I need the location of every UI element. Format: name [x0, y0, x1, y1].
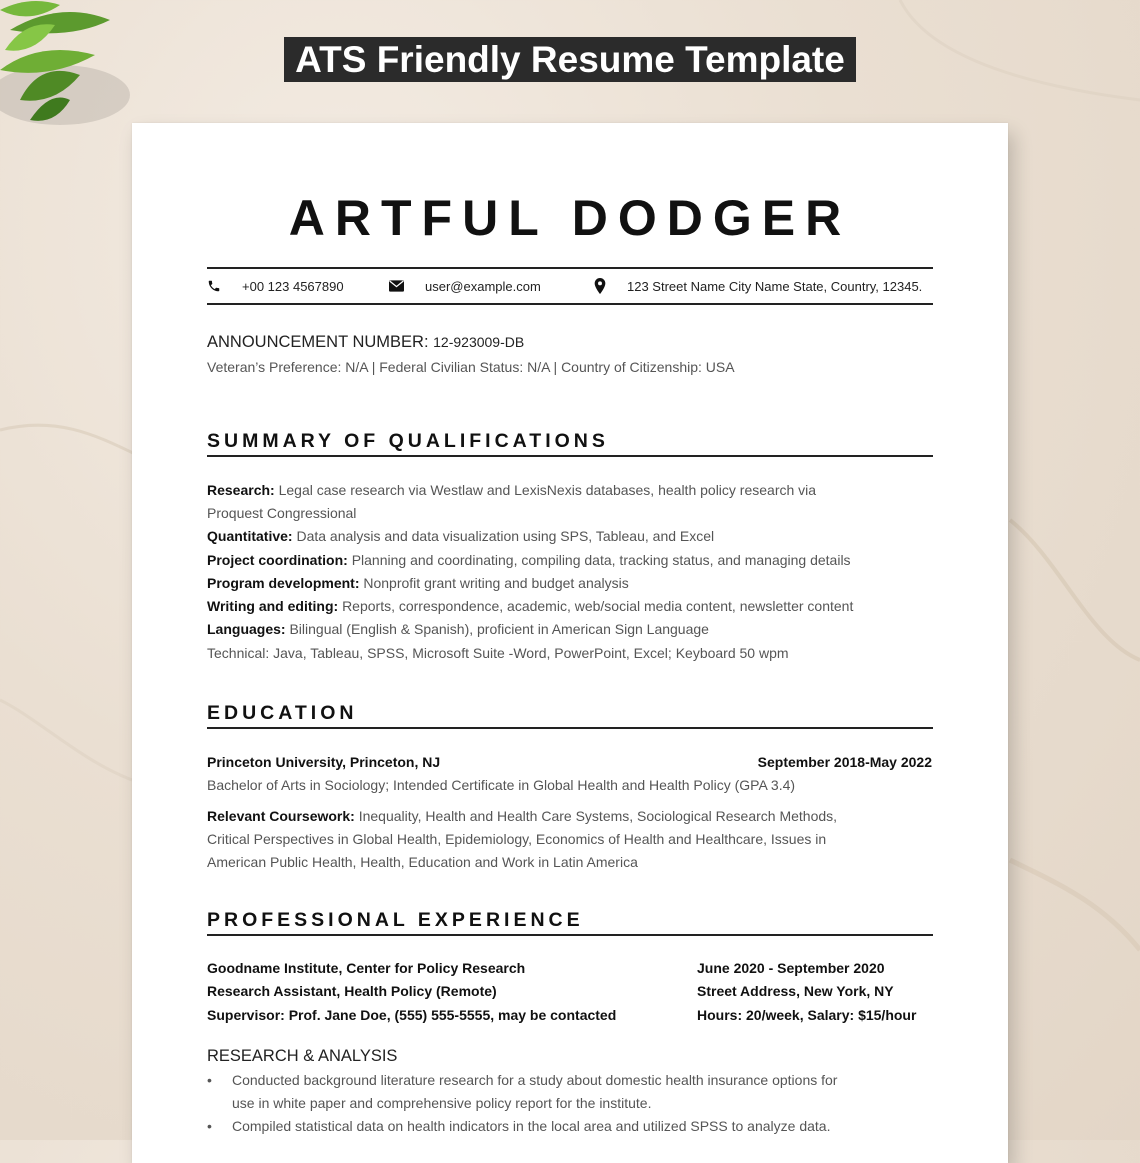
- education-coursework: American Public Health, Health, Education and Work in Latin America: [207, 854, 638, 870]
- education-coursework: Relevant Coursework: Inequality, Health and Health Care Systems, Sociological Research Methods,: [207, 808, 838, 824]
- experience-employer: Goodname Institute, Center for Policy Research: [207, 960, 526, 976]
- education-degree: Bachelor of Arts in Sociology; Intended Certificate in Global Health and Health Policy (GPA 3.4): [207, 777, 796, 793]
- summary-item: Quantitative: Data analysis and data visualization using SPS, Tableau, and Excel: [207, 528, 715, 544]
- summary-item: Technical: Java, Tableau, SPSS, Microsoft Suite -Word, PowerPoint, Excel; Keyboard 50 wpm: [207, 645, 789, 661]
- education-heading: EDUCATION: [207, 702, 933, 729]
- contact-address: 123 Street Name City Name State, Country, 12345.: [627, 278, 923, 294]
- contact-email[interactable]: user@example.com: [425, 278, 541, 294]
- location-pin-icon: [594, 269, 606, 303]
- bullet-item: • Compiled statistical data on health indicators in the local area and utilized SPSS to analyze data.: [207, 1118, 831, 1134]
- experience-dates: June 2020 - September 2020: [697, 960, 885, 976]
- bullet-dot: •: [207, 1118, 212, 1134]
- experience-role: Research Assistant, Health Policy (Remote): [207, 983, 497, 999]
- bullet-item: • Conducted background literature research for a study about domestic health insurance options for: [207, 1072, 838, 1088]
- experience-supervisor: Supervisor: Prof. Jane Doe, (555) 555-5555, may be contacted: [207, 1007, 617, 1023]
- contact-bar: [207, 267, 933, 305]
- summary-heading: SUMMARY OF QUALIFICATIONS: [207, 430, 933, 457]
- experience-subheading: RESEARCH & ANALYSIS: [207, 1047, 398, 1065]
- education-school: Princeton University, Princeton, NJ: [207, 754, 441, 770]
- resume-page: [132, 123, 1008, 1163]
- summary-item: Proquest Congressional: [207, 505, 357, 521]
- bullet-dot: •: [207, 1072, 212, 1088]
- education-dates: September 2018-May 2022: [757, 754, 932, 770]
- summary-item: Project coordination: Planning and coordinating, compiling data, tracking status, and managing details: [207, 552, 851, 568]
- experience-location: Street Address, New York, NY: [697, 983, 894, 999]
- email-icon: [389, 269, 404, 303]
- candidate-name: ARTFUL DODGER: [288, 190, 852, 246]
- announcement-label: ANNOUNCEMENT NUMBER:: [207, 333, 429, 351]
- summary-item: Languages: Bilingual (English & Spanish), proficient in American Sign Language: [207, 621, 709, 637]
- contact-phone: +00 123 4567890: [242, 278, 344, 294]
- education-coursework: Critical Perspectives in Global Health, Epidemiology, Economics of Health and Healthcare, Issues in: [207, 831, 827, 847]
- announcement-line: [207, 333, 524, 352]
- banner-title: ATS Friendly Resume Template: [284, 37, 856, 82]
- announcement-details: Veteran’s Preference: N/A | Federal Civilian Status: N/A | Country of Citizenship: USA: [207, 359, 735, 375]
- phone-icon: [207, 269, 221, 303]
- bullet-continuation: use in white paper and comprehensive policy report for the institute.: [232, 1095, 652, 1111]
- summary-item: Program development: Nonprofit grant writing and budget analysis: [207, 575, 629, 591]
- experience-hours: Hours: 20/week, Salary: $15/hour: [697, 1007, 917, 1023]
- summary-item: Writing and editing: Reports, correspondence, academic, web/social media content, newsletter content: [207, 598, 854, 614]
- announcement-number: 12-923009-DB: [433, 334, 525, 350]
- summary-item: Research: Legal case research via Westlaw and LexisNexis databases, health policy research via: [207, 482, 817, 498]
- experience-heading: PROFESSIONAL EXPERIENCE: [207, 909, 933, 936]
- plant-decoration: [0, 0, 150, 140]
